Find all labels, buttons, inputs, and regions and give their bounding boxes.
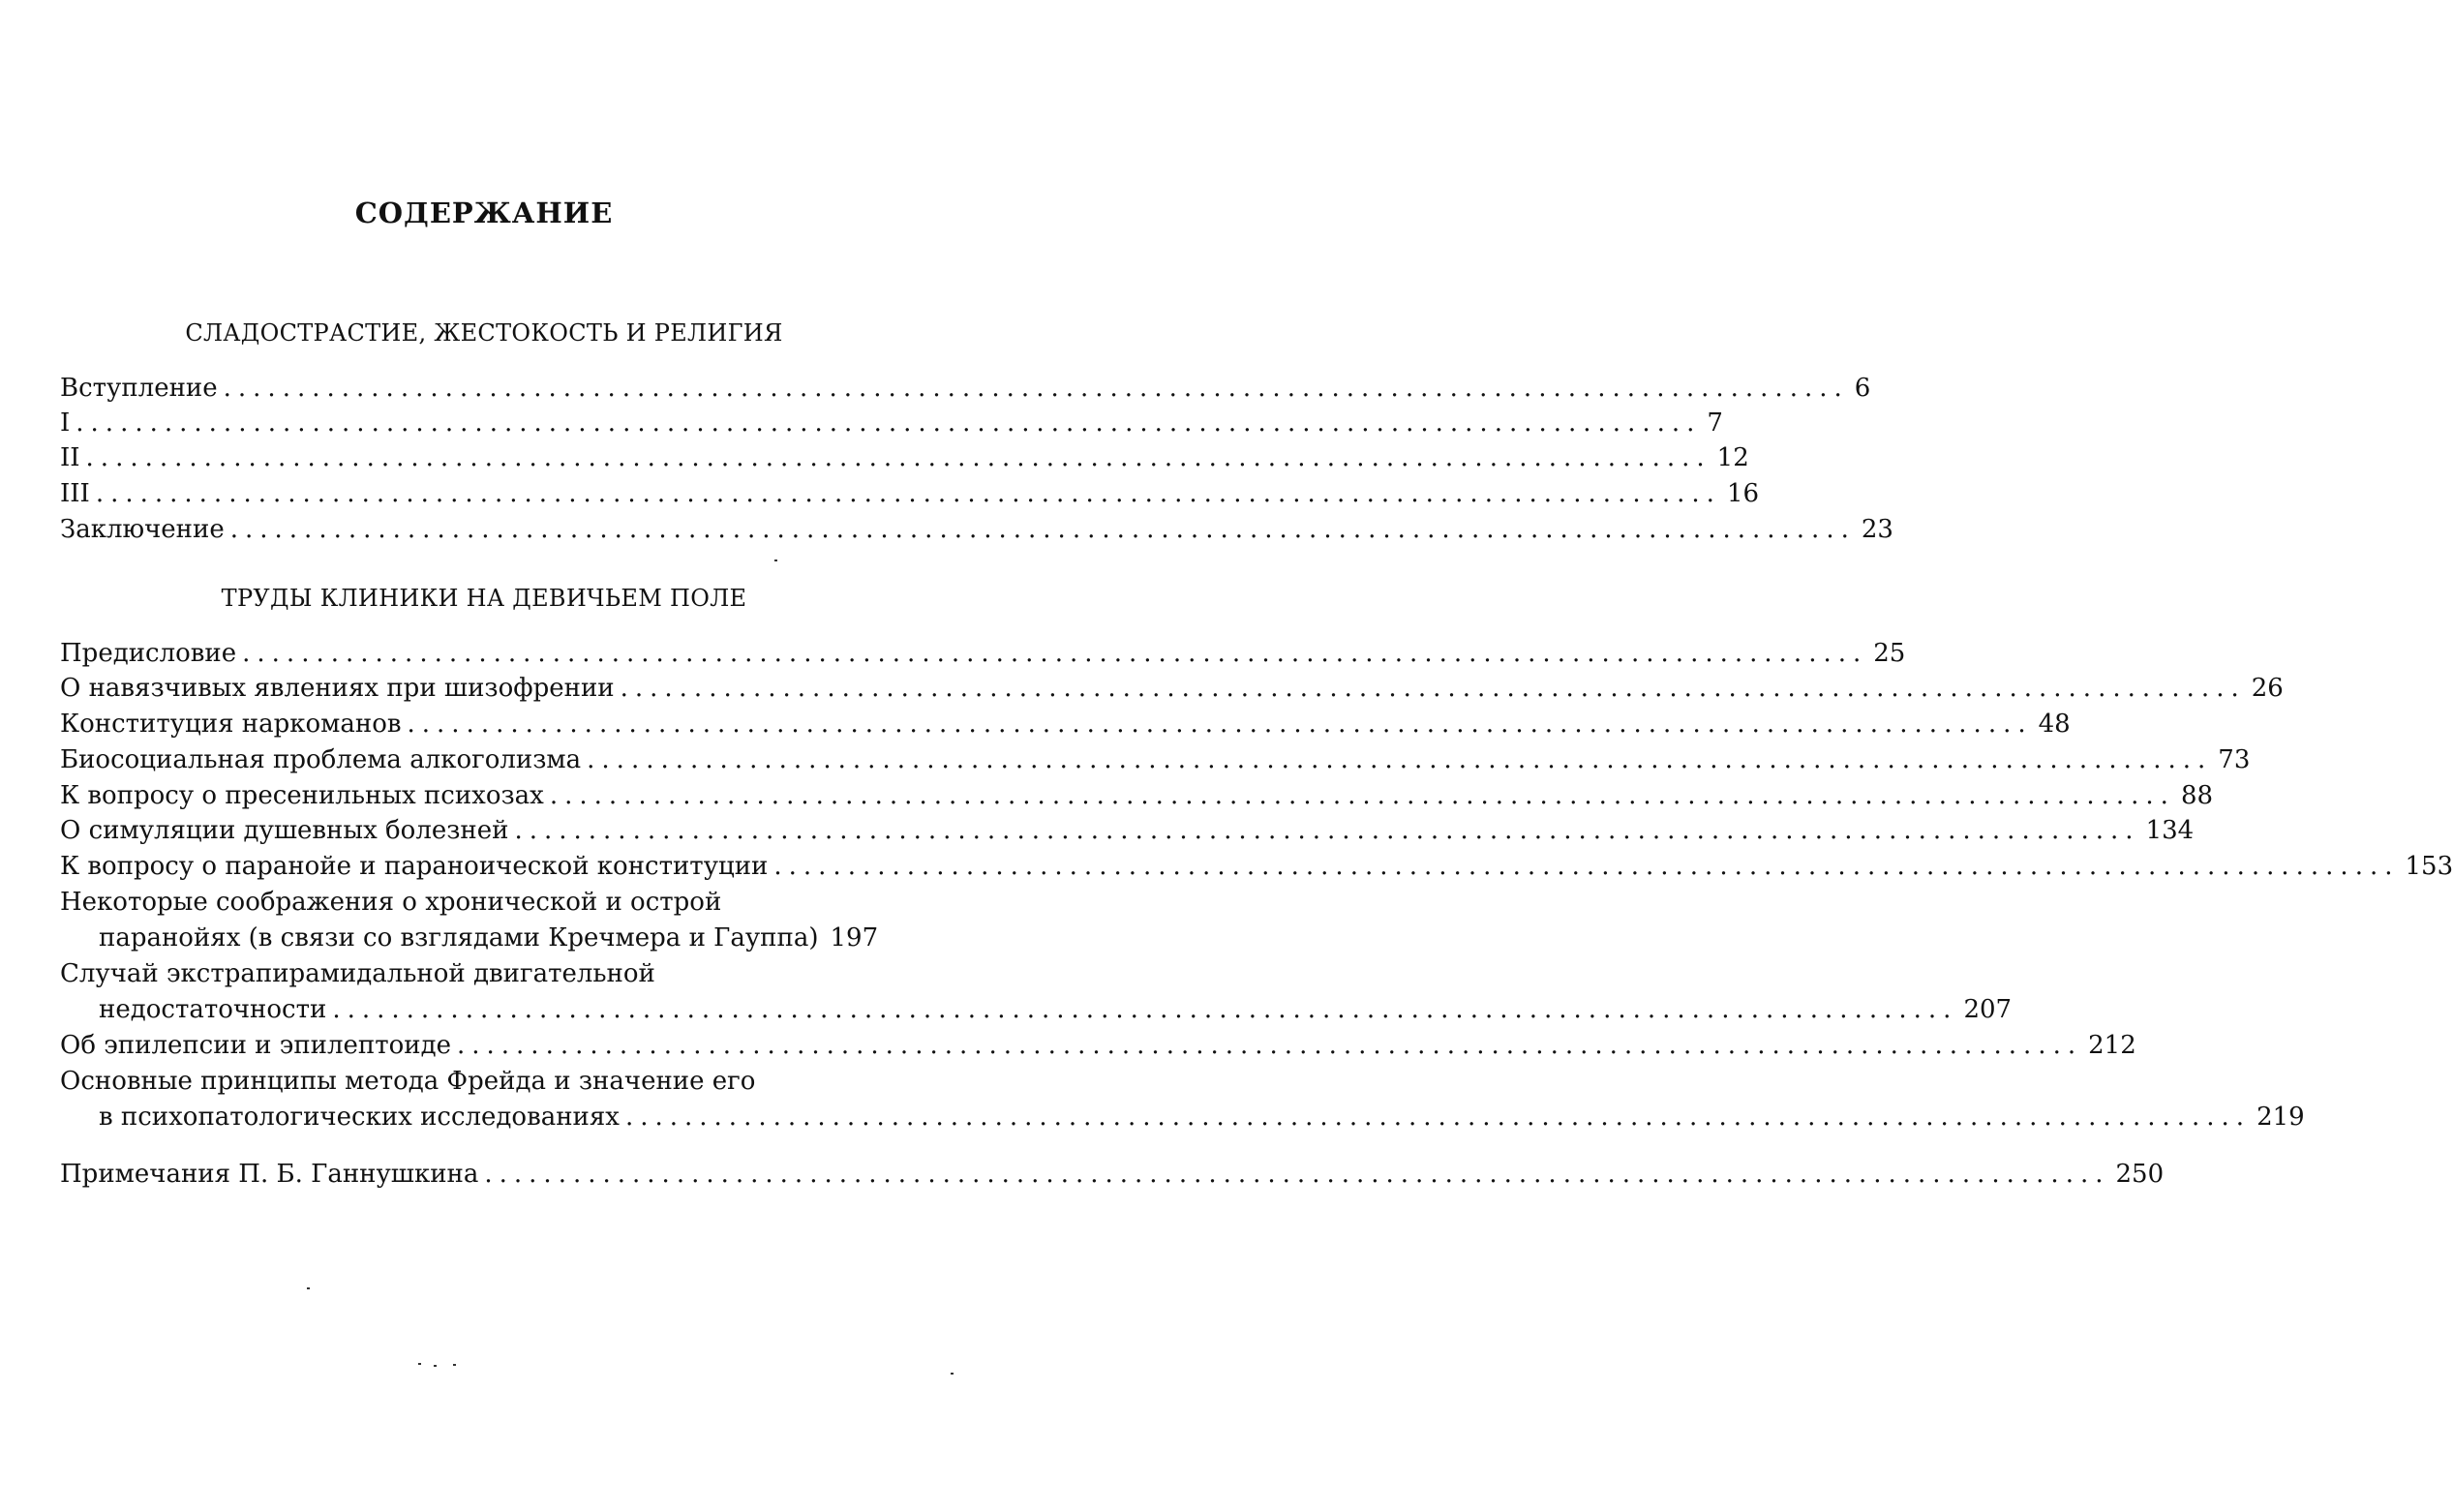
- toc-entry-page: 88: [2180, 781, 2214, 810]
- toc-entry-page: 219: [2256, 1103, 2305, 1132]
- toc-entry-title: Биосоциальная проблема алкоголизма: [60, 745, 582, 774]
- toc-entry: [60, 778, 2214, 813]
- toc-entry: [60, 1028, 2136, 1063]
- section-title-2: ТРУДЫ КЛИНИКИ НА ДЕВИЧЬЕМ ПОЛЕ: [221, 585, 747, 612]
- dot-leader: ..............................................................................................................: [95, 479, 1721, 508]
- toc-entry-page: 134: [2145, 816, 2195, 845]
- toc-entry-page: 250: [2115, 1160, 2165, 1189]
- toc-entry-title-line2: паранойях (в связи со взглядами Кречмера и Гауппа): [99, 923, 819, 953]
- toc-entry: [99, 992, 2013, 1027]
- toc-entry-page: 153: [2405, 852, 2453, 881]
- page-title: СОДЕРЖАНИЕ: [354, 197, 614, 229]
- toc-entry-title: Об эпилепсии и эпилептоиде: [60, 1031, 451, 1060]
- toc-entry-title: К вопросу о пресенильных психозах: [60, 781, 544, 810]
- dot-leader: ..............................................................................................................: [773, 852, 2400, 881]
- toc-entry: [60, 440, 1749, 475]
- dot-leader: ..............................................................................................................: [620, 674, 2246, 703]
- dot-leader: ..............................................................................................................: [229, 515, 1856, 544]
- toc-entry-title: Предисловие: [60, 639, 237, 668]
- scan-speck: [774, 559, 777, 561]
- toc-entry-title: О навязчивых явлениях при шизофрении: [60, 674, 615, 703]
- toc-entry-page: 73: [2218, 745, 2251, 774]
- dot-leader: ..............................................................................................................: [549, 781, 2175, 810]
- toc-entry: [60, 476, 1760, 511]
- scan-speck: [418, 1363, 421, 1365]
- toc-entry: [60, 849, 2453, 884]
- dot-leader: ..............................................................................................................: [223, 374, 1849, 403]
- toc-entry-page: 6: [1854, 374, 1871, 403]
- toc-entry: [60, 742, 2251, 777]
- toc-entry-page: 207: [1963, 995, 2013, 1024]
- dot-leader: ..............................................................................................................: [76, 408, 1702, 438]
- dot-leader: ..............................................................................................................: [407, 710, 2033, 739]
- toc-entry-page: 48: [2038, 710, 2071, 739]
- toc-entry-page: 212: [2088, 1031, 2136, 1060]
- toc-entry: [60, 671, 2284, 706]
- toc-entry-title: Примечания П. Б. Ганнушкина: [60, 1160, 479, 1189]
- toc-entry-title-line1: Основные принципы метода Фрейда и значение его: [60, 1067, 756, 1096]
- toc-entry-page: 12: [1716, 443, 1749, 472]
- toc-entry: [99, 921, 879, 955]
- toc-entry-title: Конституция наркоманов: [60, 710, 402, 739]
- dot-leader: ..............................................................................................................: [242, 639, 1868, 668]
- dot-leader: ..............................................................................................................: [587, 745, 2213, 774]
- toc-entry-page: 197: [830, 923, 879, 953]
- toc-entry: [99, 1100, 2305, 1134]
- toc-entry: [60, 636, 1906, 671]
- toc-entry-page: 26: [2251, 674, 2284, 703]
- dot-leader: ..............................................................................................................: [332, 995, 1958, 1024]
- toc-entry-title: III: [60, 479, 90, 508]
- dot-leader: ..............................................................................................................: [456, 1031, 2083, 1060]
- section-title-1: СЛАДОСТРАСТИЕ, ЖЕСТОКОСТЬ И РЕЛИГИЯ: [185, 319, 783, 347]
- dot-leader: ..............................................................................................................: [514, 816, 2140, 845]
- dot-leader: ..............................................................................................................: [484, 1160, 2110, 1189]
- scan-speck: [307, 1287, 310, 1289]
- scan-speck: [951, 1373, 954, 1375]
- toc-entry-title: I: [60, 408, 71, 438]
- toc-entry-page: 25: [1873, 639, 1906, 668]
- toc-entry-title-line2: в психопатологических исследованиях: [99, 1103, 620, 1132]
- toc-entry-title: Вступление: [60, 374, 218, 403]
- toc-entry: [60, 512, 1893, 547]
- scan-speck: [453, 1364, 456, 1366]
- toc-entry: [60, 371, 1871, 406]
- toc-entry-title: II: [60, 443, 80, 472]
- toc-entry-title-line2: недостаточности: [99, 995, 327, 1024]
- toc-entry-title: Заключение: [60, 515, 225, 544]
- toc-entry-title-line1: Некоторые соображения о хронической и острой: [60, 888, 722, 917]
- toc-entry: [60, 707, 2071, 741]
- toc-entry-page: 16: [1726, 479, 1760, 508]
- toc-entry: [60, 813, 2195, 848]
- toc-entry-title: О симуляции душевных болезней: [60, 816, 509, 845]
- toc-entry-page: 7: [1707, 408, 1723, 438]
- toc-entry-page: 23: [1861, 515, 1893, 544]
- dot-leader: ..............................................................................................................: [624, 1103, 2252, 1132]
- toc-entry: [60, 406, 1723, 440]
- toc-entry-title: К вопросу о паранойе и параноической конституции: [60, 852, 769, 881]
- toc-entry-title-line1: Случай экстрапирамидальной двигательной: [60, 959, 655, 988]
- dot-leader: ..............................................................................................................: [85, 443, 1711, 472]
- scan-speck: [434, 1365, 437, 1367]
- toc-entry-notes: [60, 1157, 2165, 1192]
